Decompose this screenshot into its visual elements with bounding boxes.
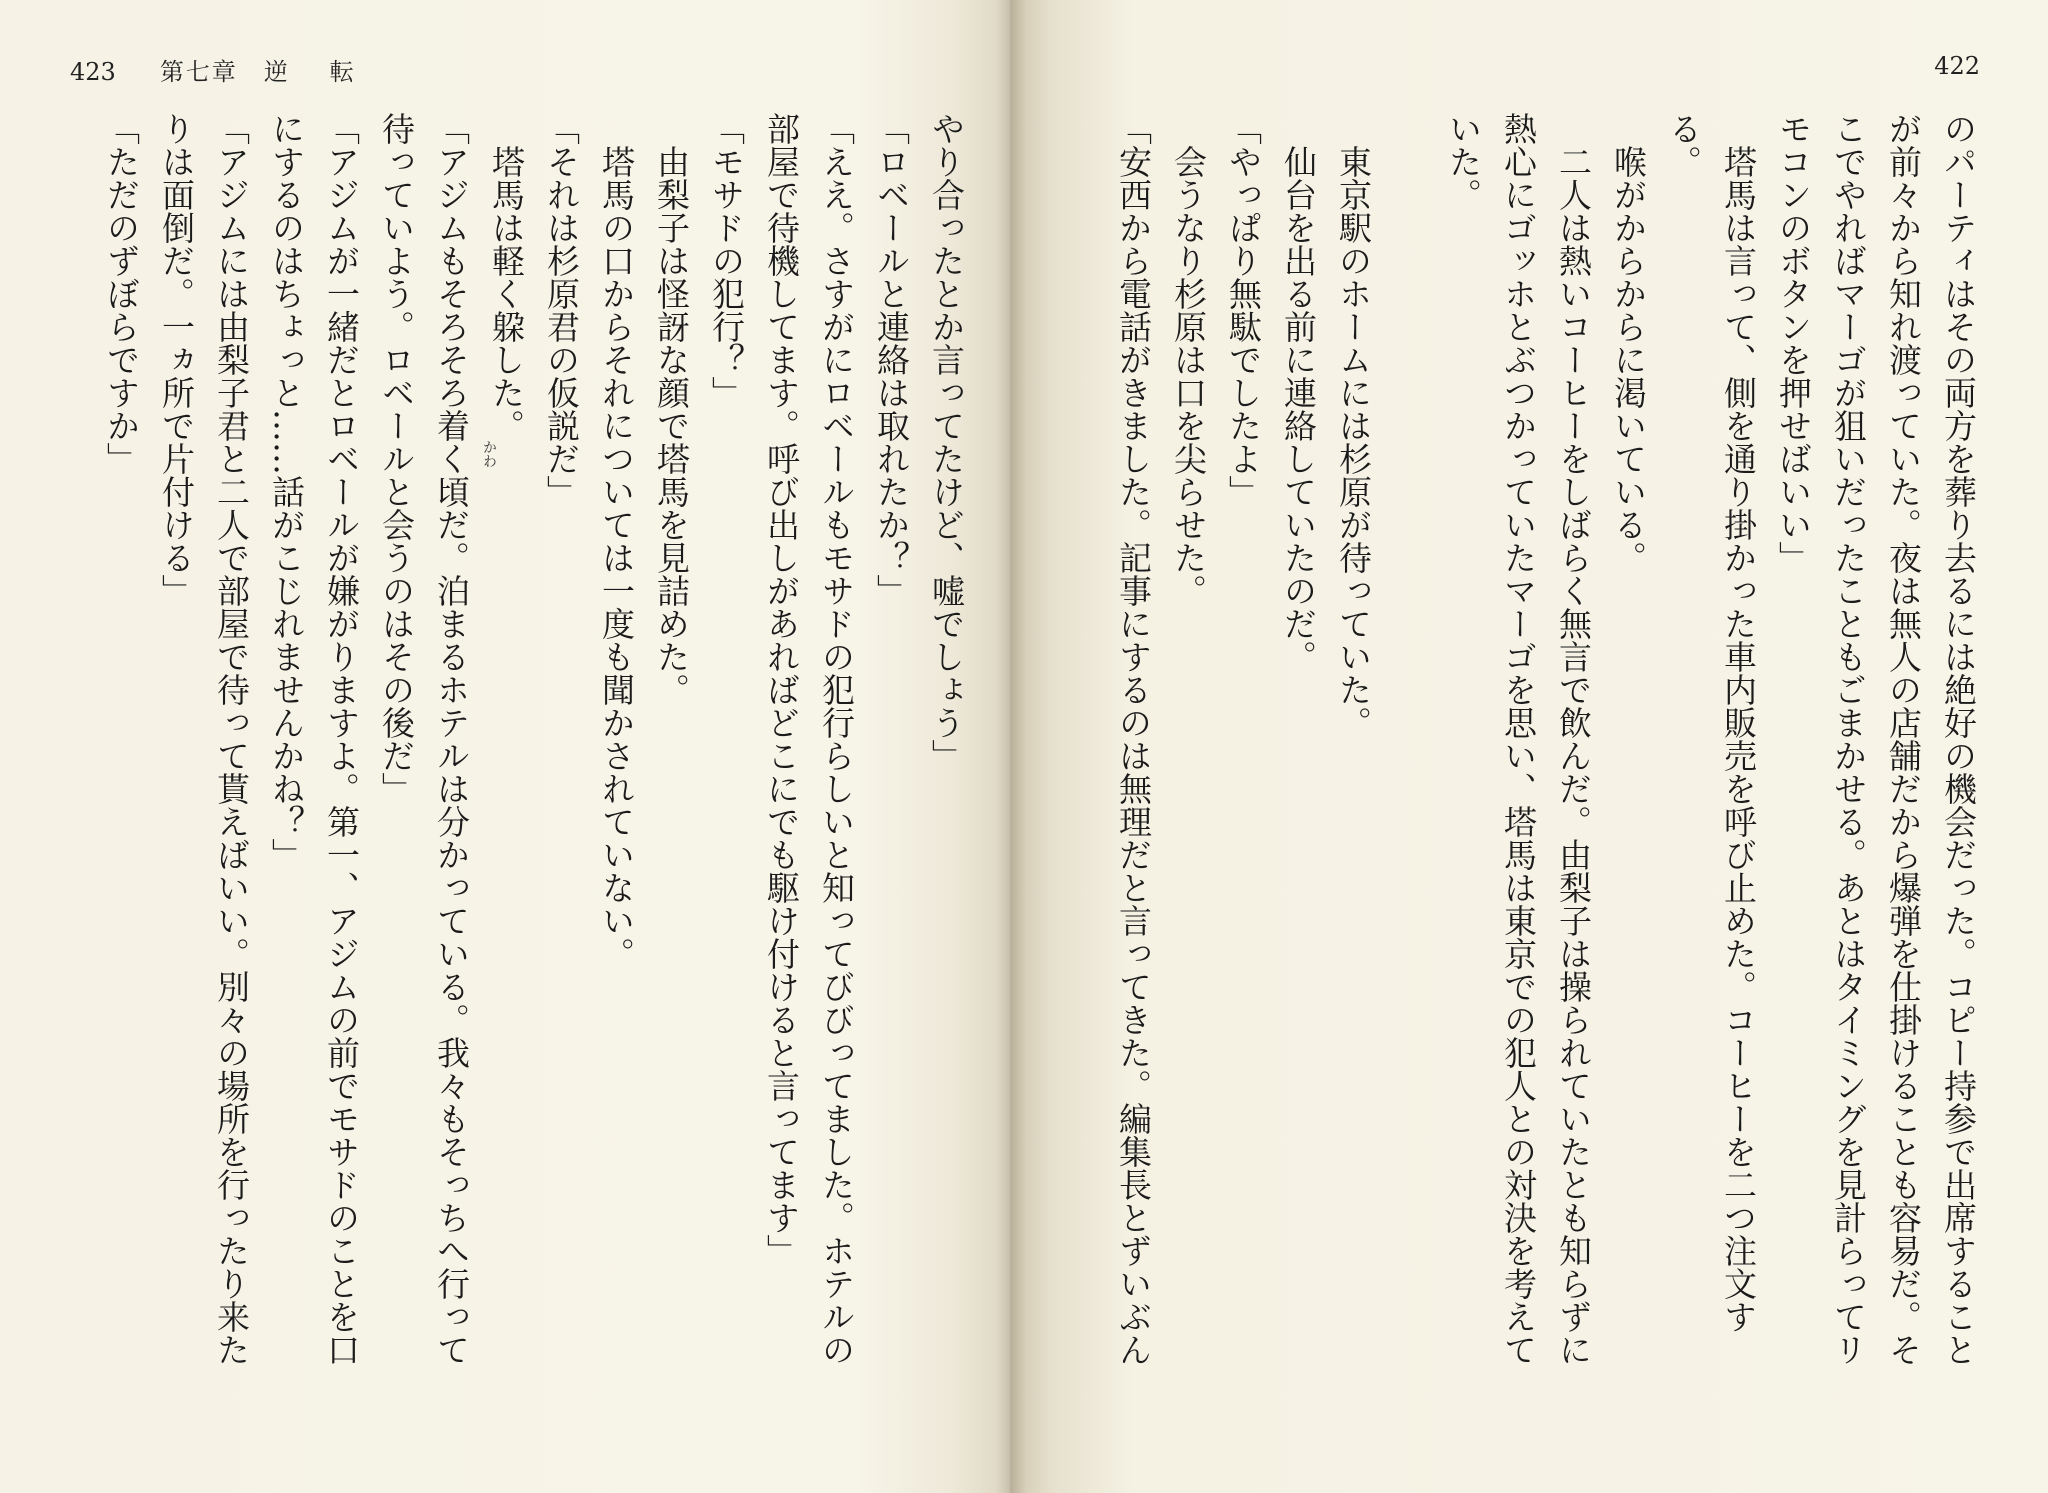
chapter-label: 第七章 (159, 58, 238, 86)
text-line: 「モサドの犯行？」 (707, 112, 746, 409)
text-line: る。 (1664, 112, 1703, 178)
ruby-annotation: かわ (481, 440, 497, 468)
text-line: 「ロベールと連絡は取れたか？」 (872, 112, 911, 607)
text-line: こでやればマーゴが狙いだったこともごまかせる。あとはタイミングを見計らってリ (1829, 112, 1868, 1366)
book-gutter (996, 0, 1026, 1493)
text-line: 塔馬は軽く躱した。 (487, 112, 526, 442)
left-page-text (94, 112, 974, 1472)
text-line: 塔馬は言って、側を通り掛かった車内販売を呼び止めた。コーヒーを二つ注文す (1719, 112, 1758, 1333)
text-line: 塔馬の口からそれについては一度も聞かされていない。 (597, 112, 636, 970)
text-line: にするのはちょっと……話がこじれませんかね？」 (267, 112, 306, 871)
text-line: 会うなり杉原は口を尖らせた。 (1169, 112, 1208, 607)
text-line: 「ただのずぼらですか」 (102, 112, 141, 475)
text-line: 部屋で待機してます。呼び出しがあればどこにでも駆け付けると言ってます」 (762, 112, 801, 1267)
text-line: 東京駅のホームには杉原が待っていた。 (1334, 112, 1373, 739)
text-line: 仙台を出る前に連絡していたのだ。 (1279, 112, 1318, 673)
right-page-text (1106, 112, 1986, 1472)
text-line: 「アジムが一緒だとロベールが嫌がりますよ。第一、アジムの前でモサドのことを口 (322, 112, 361, 1366)
text-line: 「安西から電話がきました。記事にするのは無理だと言ってきた。編集長とずいぶん (1114, 112, 1153, 1366)
text-line: 熱心にゴッホとぶつかっていたマーゴを思い、塔馬は東京での犯人との対決を考えて (1499, 112, 1538, 1366)
text-line: のパーティはその両方を葬り去るには絶好の機会だった。コピー持参で出席すること (1939, 112, 1978, 1366)
right-page-number: 422 (1934, 52, 1980, 80)
text-line: 「アジムもそろそろ着く頃だ。泊まるホテルは分かっている。我々もそっちへ行って (432, 112, 471, 1366)
text-line: りは面倒だ。一ヵ所で片付ける」 (157, 112, 196, 607)
text-line: 「アジムには由梨子君と二人で部屋で待って貰えばいい。別々の場所を行ったり来た (212, 112, 251, 1366)
section-break (1381, 112, 1436, 1472)
text-line: 「やっぱり無駄でしたよ」 (1224, 112, 1263, 508)
left-page (0, 0, 1010, 1493)
text-line: 「ええ。さすがにロベールもモサドの犯行らしいと知ってびびってました。ホテルの (817, 112, 856, 1366)
text-line: 待っていよう。ロベールと会うのはその後だ」 (377, 112, 416, 805)
left-page-number: 423 (70, 58, 116, 86)
text-line: 喉がからからに渇いている。 (1609, 112, 1648, 574)
left-page-header (70, 52, 396, 87)
text-line: が前々から知れ渡っていた。夜は無人の店舗だから爆弾を仕掛けることも容易だ。そ (1884, 112, 1923, 1366)
text-line: 由梨子は怪訝な顔で塔馬を見詰めた。 (652, 112, 691, 706)
chapter-title: 逆転 (263, 58, 396, 86)
right-page (1010, 0, 2048, 1493)
text-line: 二人は熱いコーヒーをしばらく無言で飲んだ。由梨子は操られていたとも知らずに (1554, 112, 1593, 1366)
text-line: いた。 (1444, 112, 1483, 211)
text-line: 「それは杉原君の仮説だ」 (542, 112, 581, 508)
text-line: モコンのボタンを押せばいい」 (1774, 112, 1813, 574)
text-line: やり合ったとか言ってたけど、嘘でしょう」 (927, 112, 966, 772)
